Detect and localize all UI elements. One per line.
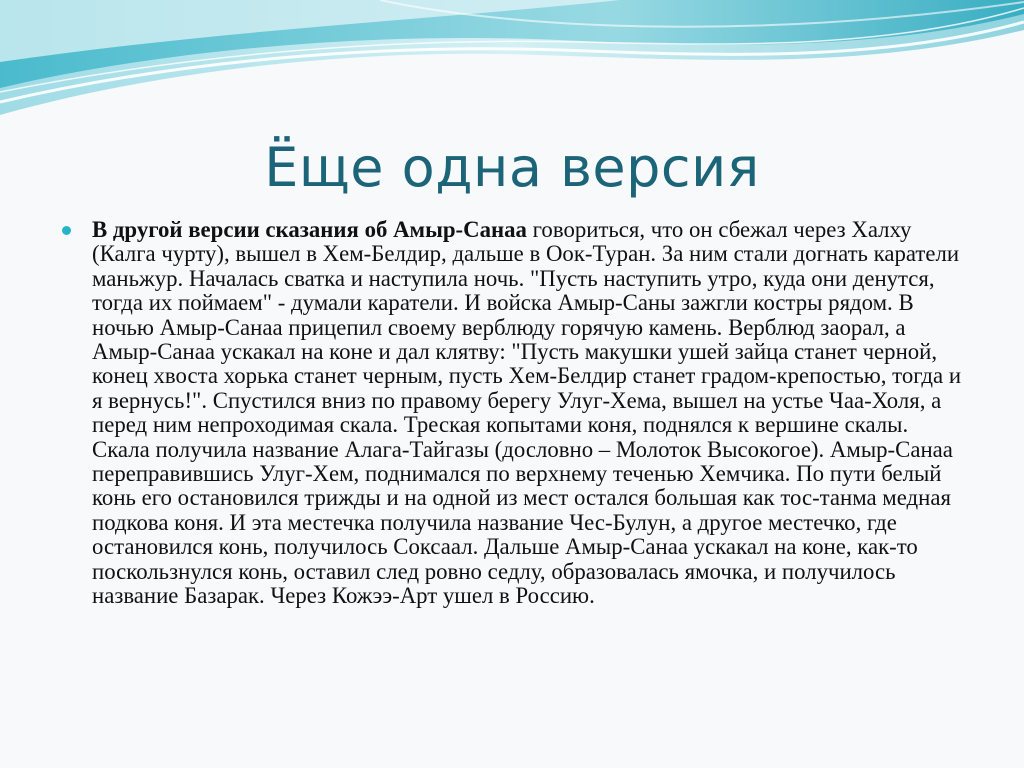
circle-bullet-icon — [62, 226, 71, 235]
paragraph-text: говориться, что он сбежал через Халху (Калга чурту), вышел в Хем-Белдир, дальше в Оок-Туран. За ним стали догнать каратели маньжур. Началась сватка и наступила ночь. "Пусть наступить утро, куда они денутся, тогда их поймаем" - думали каратели. И войска Амыр-Саны зажгли костры рядом. В ночью Амыр-Санаа прицепил своему верблюду горячую камень. Верблюд заорал, а Амыр-Санаа ускакал на коне и дал клятву: "Пусть макушки ушей зайца станет черной, конец хвоста хорька станет черным, пусть Хем-Белдир станет градом-крепостью, тогда и я вернусь!". Спустился вниз по правому берегу Улуг-Хема, вышел на устье Чаа-Холя, а перед ним непроходимая скала. Треская копытами коня, поднялся к вершине скалы. Скала получила название Алага-Тайгазы (дословно – Молоток Высокогое). Амыр-Санаа переправившись Улуг-Хем, поднимался по верхнему теченью Хемчика. По пути белый конь его остановился трижды и на одной из мест остался большая как тос-танма медная подкова коня. И эта местечка получила название Чес-Булун, а другое местечко, где остановился конь, получилось Соксаал. Дальше Амыр-Санаа ускакал на коне, как-то поскользнулся конь, оставил след ровно седлу, образовалась ямочка, и получилось название Базарак. Через Кожээ-Арт ушел в Россию. — [92, 217, 962, 609]
bullet-list — [62, 218, 962, 609]
lead-text: В другой версии сказания об Амыр-Санаа — [92, 217, 527, 242]
slide-title: Ёще одна версия — [264, 136, 760, 199]
body-paragraph — [92, 218, 962, 609]
bullet-item — [62, 218, 962, 609]
